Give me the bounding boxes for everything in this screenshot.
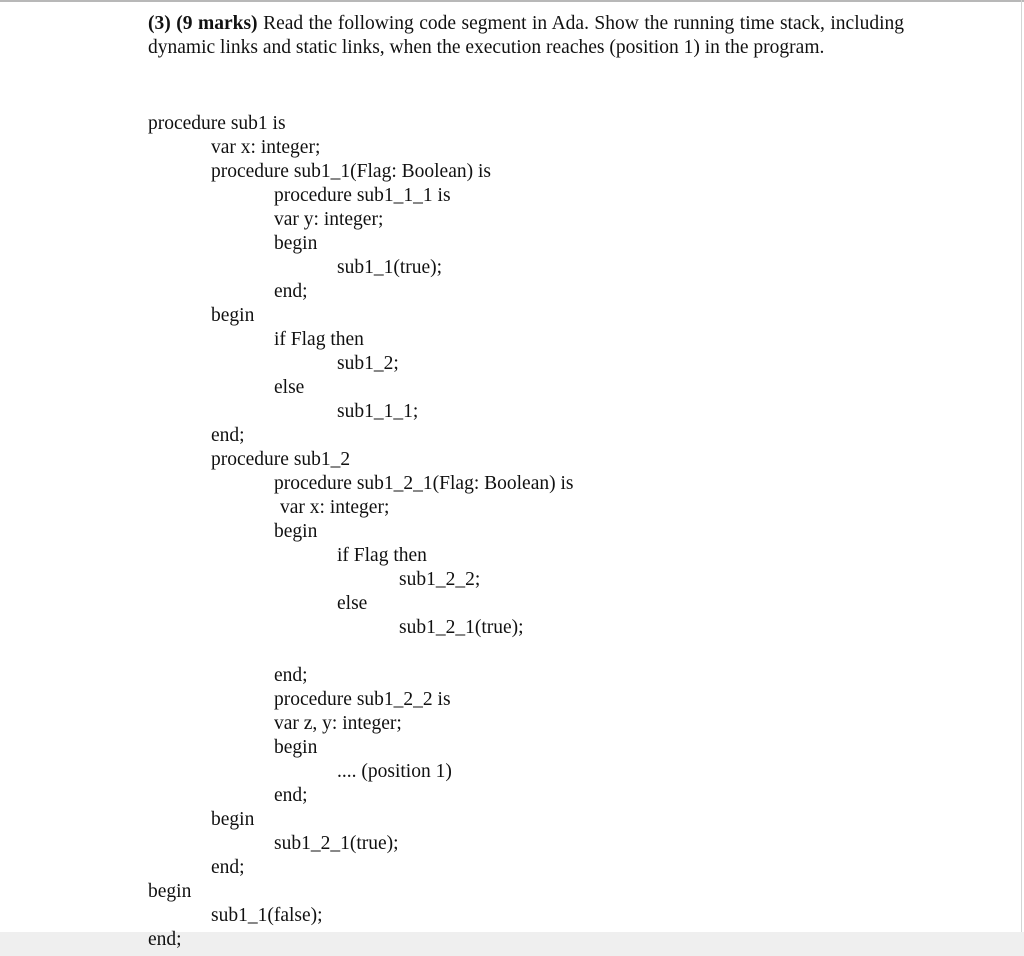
code-line: if Flag then <box>274 329 364 350</box>
code-line: end; <box>274 281 308 302</box>
code-line: procedure sub1_1(Flag: Boolean) is <box>211 161 491 182</box>
code-line: end; <box>274 785 308 806</box>
code-line: if Flag then <box>337 545 427 566</box>
code-line: begin <box>148 881 192 902</box>
code-line: begin <box>274 737 318 758</box>
code-line: begin <box>211 305 255 326</box>
code-line: var x: integer; <box>280 497 390 518</box>
code-line: procedure sub1_2_2 is <box>274 689 451 710</box>
code-line: procedure sub1_1_1 is <box>274 185 451 206</box>
code-line: sub1_1_1; <box>337 401 419 422</box>
code-line: sub1_2_1(true); <box>274 833 399 854</box>
code-line: procedure sub1_2_1(Flag: Boolean) is <box>274 473 574 494</box>
code-line: procedure sub1 is <box>148 113 286 134</box>
code-line: end; <box>211 425 245 446</box>
code-line: .... (position 1) <box>337 761 452 782</box>
code-line: var y: integer; <box>274 209 384 230</box>
code-line: var z, y: integer; <box>274 713 402 734</box>
code-line: begin <box>274 233 318 254</box>
question-marks: (9 marks) <box>176 13 258 34</box>
code-line: else <box>337 593 368 614</box>
code-line: begin <box>211 809 255 830</box>
code-line: sub1_2_2; <box>399 569 481 590</box>
code-line: sub1_2_1(true); <box>399 617 524 638</box>
question-number: (3) <box>148 13 171 34</box>
right-border <box>1021 0 1022 932</box>
code-line: sub1_2; <box>337 353 399 374</box>
code-line: end; <box>274 665 308 686</box>
top-border <box>0 0 1024 2</box>
code-line: else <box>274 377 305 398</box>
question-text: Read the following code segment in Ada. Show the running time stack, including dynamic links and static links, when the execution reaches (position 1) in the program. <box>148 13 905 58</box>
code-line: sub1_1(true); <box>337 257 443 278</box>
code-line: begin <box>274 521 318 542</box>
code-line: end; <box>211 857 245 878</box>
code-line: procedure sub1_2 <box>211 449 351 470</box>
code-line: end; <box>148 929 182 950</box>
question-paragraph <box>148 12 904 60</box>
code-line: sub1_1(false); <box>211 905 323 926</box>
code-line: var x: integer; <box>211 137 321 158</box>
